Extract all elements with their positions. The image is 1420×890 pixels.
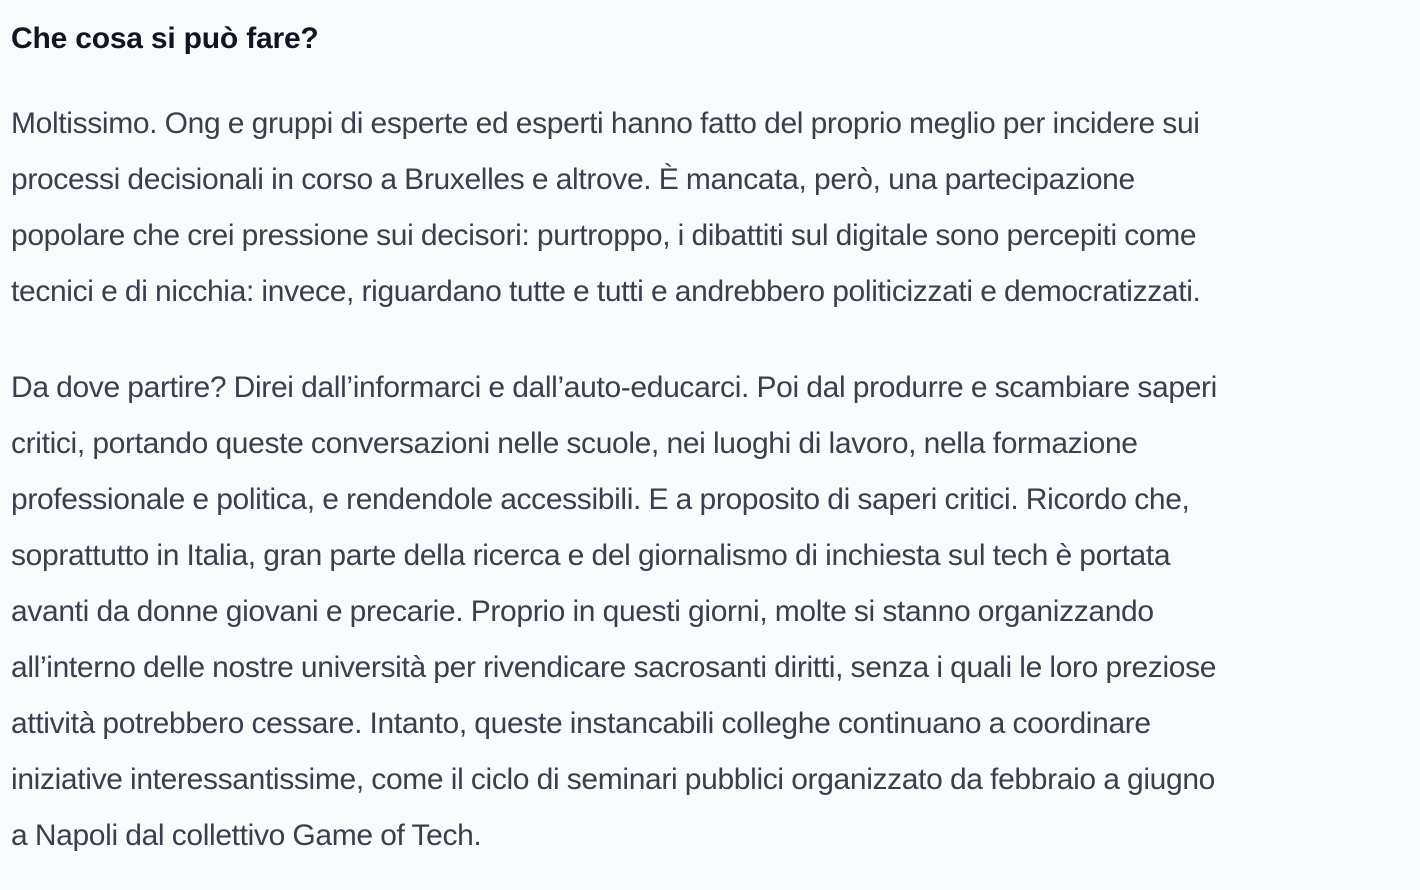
text-line: critici, portando queste conversazioni nelle scuole, nei luoghi di lavoro, nella formazione xyxy=(11,427,1138,460)
text-line: avanti da donne giovani e precarie. Proprio in questi giorni, molte si stanno organizzando xyxy=(11,595,1154,628)
text-line: soprattutto in Italia, gran parte della ricerca e del giornalismo di inchiesta sul tech è portata xyxy=(11,539,1171,572)
text-line: processi decisionali in corso a Bruxelles e altrove. È mancata, però, una partecipazione xyxy=(11,163,1135,196)
text-line: professionale e politica, e rendendole accessibili. E a proposito di saperi critici. Ricordo che, xyxy=(11,483,1190,516)
text-line: popolare che crei pressione sui decisori: purtroppo, i dibattiti sul digitale sono percepiti come xyxy=(11,219,1197,252)
text-line: attività potrebbero cessare. Intanto, queste instancabili colleghe continuano a coordinare xyxy=(11,707,1151,740)
text-line: iniziative interessantissime, come il ciclo di seminari pubblici organizzato da febbraio a giugno xyxy=(11,763,1216,796)
paragraph-2 xyxy=(11,360,1410,864)
text-line: a Napoli dal collettivo Game of Tech. xyxy=(11,819,482,852)
text-line: Da dove partire? Direi dall’informarci e dall’auto-educarci. Poi dal produrre e scambiare saperi xyxy=(11,371,1217,404)
text-line: Moltissimo. Ong e gruppi di esperte ed esperti hanno fatto del proprio meglio per incidere sui xyxy=(11,107,1200,140)
text-line: tecnici e di nicchia: invece, riguardano tutte e tutti e andrebbero politicizzati e democratizzati. xyxy=(11,275,1201,308)
text-line: all’interno delle nostre università per rivendicare sacrosanti diritti, senza i quali le loro preziose xyxy=(11,651,1217,684)
section-heading: Che cosa si può fare? xyxy=(11,22,319,55)
paragraph-1 xyxy=(11,96,1410,320)
